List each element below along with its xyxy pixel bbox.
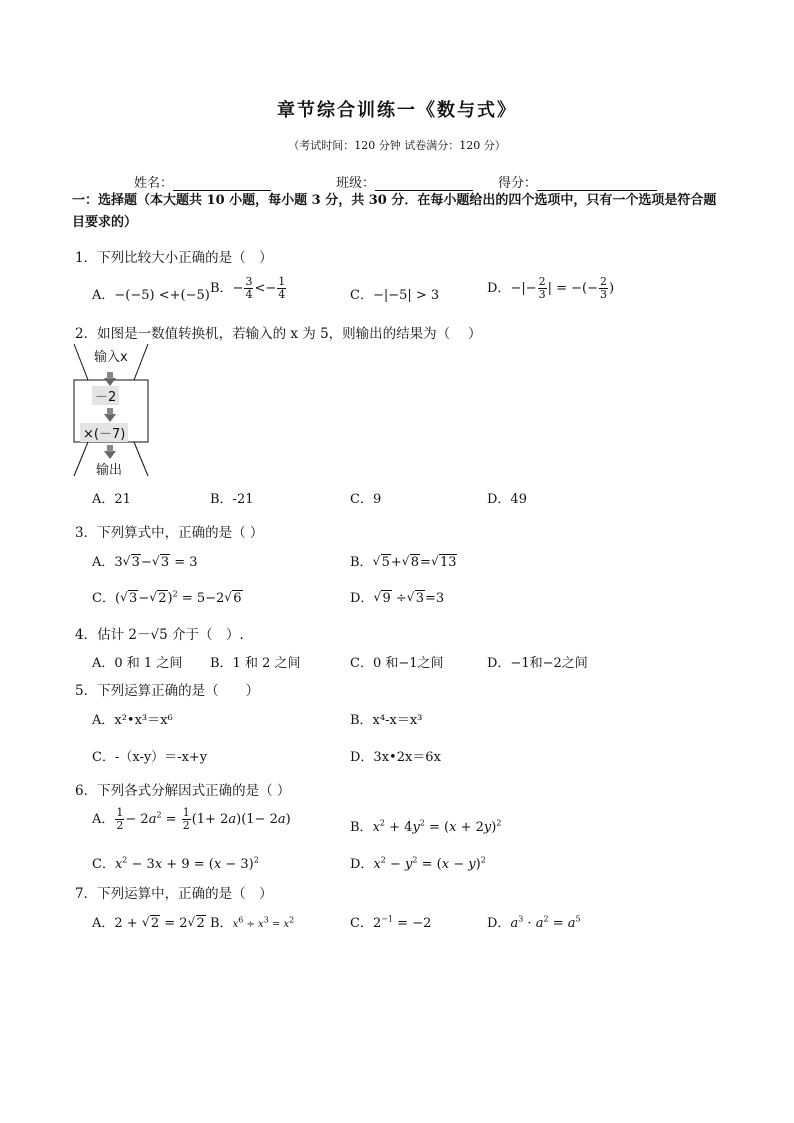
q2-option-c[interactable]: C．9	[350, 492, 382, 507]
q3-option-b[interactable]: B．√ 5+√ 8=√ 13	[350, 551, 457, 570]
flow-output-label: 输出	[96, 459, 122, 478]
down-arrow-icon	[104, 451, 116, 459]
q1-option-c[interactable]: C．−|−5| > 3	[350, 288, 440, 303]
down-arrow-icon	[104, 414, 116, 422]
question-2-stem: 2．如图是一数值转换机，若输入的 x 为 5，则输出的结果为（ ）	[75, 326, 482, 342]
q4-option-b[interactable]: B．1 和 2 之间	[210, 656, 301, 671]
q7-option-b[interactable]: B．$x^6 \div x^3 = x^2$	[210, 915, 295, 931]
q3-option-a[interactable]: A．3√ 3−√ 3 = 3	[92, 551, 198, 570]
q6-option-d[interactable]: D．$x^2 - y^2 = (x - y)^2$	[350, 855, 486, 872]
question-4-stem: 4．估计 2－√5 介于（ ）.	[75, 627, 244, 643]
question-1-stem: 1．下列比较大小正确的是（ ）	[75, 250, 273, 266]
page-title: 章节综合训练一《数与式》	[277, 100, 517, 121]
flow-input-label: 输入x	[94, 346, 128, 365]
question-7-stem: 7．下列运算中，正确的是（ ）	[75, 886, 273, 902]
q5-option-a[interactable]: A．x²•x³＝x⁶	[92, 713, 173, 728]
q4-option-a[interactable]: A．0 和 1 之间	[92, 656, 183, 671]
class-blank[interactable]	[375, 176, 473, 191]
question-5-stem: 5．下列运算正确的是（ ）	[75, 683, 260, 699]
q6-option-c[interactable]: C．$x^2 - 3x + 9 = (x - 3)^2$	[92, 855, 259, 872]
q5-option-b[interactable]: B．x⁴-x＝x³	[350, 713, 423, 728]
name-field-row	[134, 172, 271, 191]
score-label: 得分：	[498, 176, 538, 191]
q1-option-a[interactable]: A．−(−5) <+(−5)	[92, 288, 210, 303]
question-6-stem: 6．下列各式分解因式正确的是（ ）	[75, 783, 291, 799]
flow-step-multiply: ×(－7)	[80, 423, 128, 442]
q2-option-d[interactable]: D．49	[487, 492, 527, 507]
q3-option-c[interactable]: C．(√ 3−√ 2)$^2$ = 5−2√ 6	[92, 587, 243, 606]
q7-option-a[interactable]: A．2 + √ 2 = 2√ 2	[92, 912, 206, 931]
name-blank[interactable]	[173, 176, 271, 191]
q6-option-a[interactable]: A． $\frac{1}{2}$ − $2a^2$ = $\frac{1}{2}$ (1+ 2a)(1− 2a)	[92, 806, 291, 832]
q5-option-d[interactable]: D．3x•2x＝6x	[350, 750, 441, 765]
section-heading: 一：选择题（本大题共 10 小题，每小题 3 分，共 30 分．在每小题给出的四个选项中，只有一个选项是符合题目要求的）	[72, 193, 717, 230]
class-field-row	[336, 172, 473, 191]
flow-step-subtract: －2	[92, 386, 119, 405]
score-field-row	[498, 172, 657, 191]
q7-option-d[interactable]: D．$a^3 \cdot a^2 = a^5$	[487, 914, 581, 931]
q1-option-d[interactable]: D．−|− $\frac{2}{3}$ | = −(− $\frac{2}{3}$ )	[487, 275, 615, 301]
q2-option-b[interactable]: B．-21	[210, 492, 254, 507]
exam-info: （考试时间：120 分钟 试卷满分：120 分）	[288, 139, 506, 152]
q7-option-c[interactable]: C．$2^{-1} = -2$	[350, 914, 432, 931]
name-label: 姓名：	[134, 176, 174, 191]
question-3-stem: 3．下列算式中，正确的是（ ）	[75, 525, 264, 541]
q1-option-b[interactable]: B．− $\frac{3}{4}$ <− $\frac{1}{4}$	[210, 275, 286, 301]
score-blank[interactable]	[537, 176, 657, 191]
down-arrow-icon	[104, 378, 116, 386]
q3-option-d[interactable]: D．√ 9 ÷√ 3=3	[350, 587, 444, 606]
class-label: 班级：	[336, 176, 376, 191]
q5-option-c[interactable]: C．-（x-y）＝-x+y	[92, 750, 208, 765]
q4-option-c[interactable]: C．0 和−1之间	[350, 656, 444, 671]
q2-option-a[interactable]: A．21	[92, 492, 131, 507]
q4-option-d[interactable]: D．−1和−2之间	[487, 656, 588, 671]
q6-option-b[interactable]: B．$x^2 + 4y^2 = (x + 2y)^2$	[350, 818, 502, 835]
